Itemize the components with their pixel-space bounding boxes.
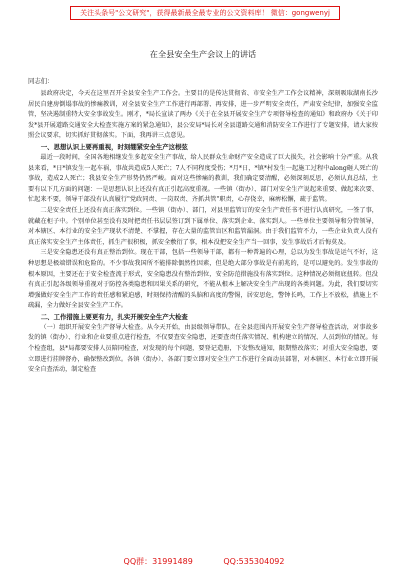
section-heading: 二、工作措施上要更有力，扎实开展安全生产大检查 bbox=[40, 312, 188, 321]
top-banner: 关注头条号"公文研究"，获得最新最全最专业的公文资料库！ 微信：gongwenyj bbox=[70, 6, 340, 20]
footer-qq-group: QQ群：31991489 bbox=[123, 557, 193, 566]
section-heading: 一、思想认识上要再重视，时刻绷紧安全生产这根弦 bbox=[40, 142, 188, 151]
body-paragraph: 县政府决定，今天在这里召开全县安全生产工作会。主要目的是传达贯彻省、市安全生产工作会议精神，深刻吸取湖南长沙居民自建房倒塌事故的惨痛教训，对全县安全生产工作进行再部署、再安排，进一步严明安全责任，严肃安全纪律，加强安全监管，坚决遏制重特大安全事故发生。刚才，*局长宣读了两办《关于在全县开展安全生产专项督导检查的通知》和政府办《关于印发*县开展道路交通安全大检查实施方案的紧急通知》，县公安局*局长对全县道路交通和消防安全工作进行了专题安排，请大家按照会议要求，切实抓好贯彻落实。下面，我再讲三点意见。 bbox=[28, 90, 378, 140]
body-paragraph: 三是安全隐患还没有真正整治到位。现在干部，包括一些领导干部，都有一种普遍的心理，总以为发生事故是运气不好，这种思想是极端错误和危险的。不少事故我国所不能排除偶然性因素，但是绝大部分事故是有前兆的，是可以避免的。发生事故的根本原因，主要还在于安全检查流于形式，安全隐患没有整治到位，安全防范措施没有落实到位。这种情况必须彻底扭转。但没有真正引起各级领导重视对于防控各类隐患和因果关系的研究，不能从根本上解决安全生产出现的各类问题。为此，我们要切实增强做好安全生产工作的责任感和紧迫感，时刻保持清醒的头脑和高度的警惕，居安思危，警钟长鸣，工作上不放松，措施上不疏漏，全力做好全县安全生产工作。 bbox=[28, 249, 378, 310]
body-paragraph: 二是安全责任上还没有真正落实到位。一些镇（街办）、部门，对县里监管订的安全生产责任书不进行认真研究，一签了事，就藏在柜子中。个别单位甚至没有及时把责任书层层签订到下属单位、落实到企业、落实到人。一些单位主要领导和分管领导，对本辖区、本行业的安全生产现状不清楚、不掌握，存在大量的监管盲区和监管漏洞。由于我们监管不力，一些企业负责人没有真正落实安全生产主体责任，抓生产很积极，抓安全敷衍了事，根本没把安全生产当一回事，发生事故后才后悔莫及。 bbox=[28, 206, 378, 246]
document-page bbox=[28, 48, 378, 376]
footer-contact bbox=[0, 556, 408, 567]
body-paragraph: 最近一段时间，全国各地相继发生多起安全生产事故，给人民群众生命财产安全造成了巨大损失，社会影响十分严重。从我县来看，*日*镇发生一起车祸，事故共造成5人死亡；7人不同程度受伤；*月*日，*镇*村发生一起施工过程中along砸人死亡的事故，造成2人死亡；我县安全生产形势仍然严峻。面对这些惨痛的教训，我们确定要清醒，必须深刻反思，必须认真总结，主要有以下几方面的问题：一是思想认识上还没有真正引起高度重视。一些镇（街办）、部门对安全生产说起来重要、做起来次要、忙起来不要，领导干部没有认真履行"党政同责、一岗双责、齐抓共管"职责，心存侥幸，麻痹松懈，疏于监管。 bbox=[28, 153, 378, 204]
document-title: 在全县安全生产会议上的讲话 bbox=[149, 49, 257, 59]
body-paragraph: （一）组织开展安全生产督导大检查。从今天开始，由县级领导带队，在全县范围内开展安全生产督导检查活动，对事故多发的镇（街办）、行业和企业要重点进行检查，不仅要查安全隐患，还要查责任落实情况、机构建立的情况、人员到位的情况。每个检查组，县*局都要安排人员陪同检查，对发现的每个问题，要登记造册，下发整改通知，限期整改落实；对重大安全隐患，要立即进行挂牌督办，确保整改到位。各镇（街办）、各部门要立即对安全生产工作进行全面动员部署，对本辖区、本行业立即开展安全自查活动，制定检查 bbox=[28, 323, 378, 374]
footer-qq: QQ:535304092 bbox=[223, 557, 285, 566]
salutation: 同志们： bbox=[28, 77, 54, 85]
document-body bbox=[28, 89, 378, 376]
